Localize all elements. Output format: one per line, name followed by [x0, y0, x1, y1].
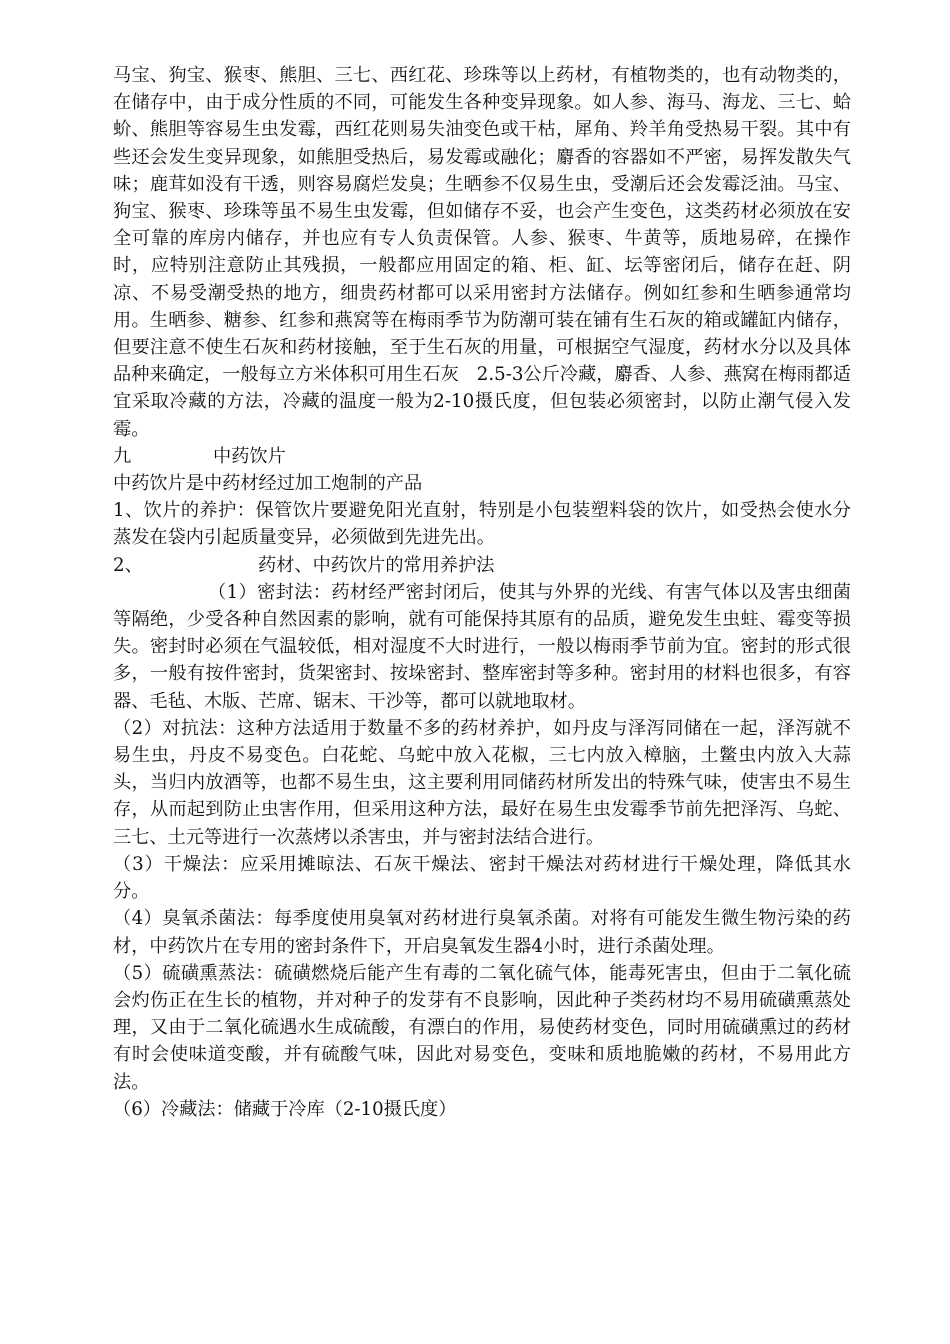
method-3-drying: （3）干燥法：应采用摊晾法、石灰干燥法、密封干燥法对药材进行干燥处理，降低其水分。: [113, 853, 851, 903]
intro-paragraph-tail: 2.5-3公斤冷藏，麝香、人参、燕窝在梅雨都适宜采取冷藏的方法，冷藏的温度一般为2-10摄氏度，但包装必须密封，以防止潮气侵入发霉。: [113, 364, 851, 440]
method-5-sulfur-fumigation: （5）硫磺熏蒸法：硫磺燃烧后能产生有毒的二氧化硫气体，能毒死害虫，但由于二氧化硫会灼伤正在生长的植物，并对种子的发芽有不良影响，因此种子类药材均不易用硫磺熏蒸处理，又由于二氧化硫遇水生成硫酸，有漂白的作用，易使药材变色，同时用硫磺熏过的药材有时会使味道变酸，并有硫酸气味，因此对易变色，变味和质地脆嫩的药材，不易用此方法。: [113, 962, 851, 1093]
item-1: 1、饮片的养护：保管饮片要避免阳光直射，特别是小包装塑料袋的饮片，如受热会使水分蒸发在袋内引起质量变异，必须做到先进先出。: [113, 500, 851, 549]
item-2-number: 2、: [113, 554, 143, 576]
document-page: [113, 62, 851, 1123]
method-4-ozone: （4）臭氧杀菌法：每季度使用臭氧对药材进行臭氧杀菌。对将有可能发生微生物污染的药材，中药饮片在专用的密封条件下，开启臭氧发生器4小时，进行杀菌处理。: [113, 908, 851, 957]
section-title: 中药饮片: [213, 445, 286, 467]
intro-paragraph: [113, 62, 851, 443]
item-2-heading: [113, 552, 851, 579]
section-intro: 中药饮片是中药材经过加工炮制的产品: [113, 473, 423, 495]
method-1-sealing: （1）密封法：药材经严密封闭后，使其与外界的光线、有害气体以及害虫细菌等隔绝，少受各种自然因素的影响，就有可能保持其原有的品质，避免发生虫蛀、霉变等损失。密封时必须在气温较低，相对湿度不大时进行，一般以梅雨季节前为宜。密封的形式很多，一般有按件密封，货架密封、按垛密封、整库密封等多种。密封用的材料也很多，有容器、毛毡、木版、芒席、锯末、干沙等，都可以就地取材。: [113, 581, 851, 712]
method-6-cold-storage: （6）冷藏法：储藏于冷库（2-10摄氏度）: [113, 1098, 457, 1120]
section-number: 九: [113, 445, 132, 467]
intro-paragraph-body: 马宝、狗宝、猴枣、熊胆、三七、西红花、珍珠等以上药材，有植物类的，也有动物类的，在储存中，由于成分性质的不同，可能发生各种变异现象。如人参、海马、海龙、三七、蛤蚧、熊胆等容易生虫发霉，西红花则易失油变色或干枯，犀角、羚羊角受热易干裂。其中有些还会发生变异现象，如熊胆受热后，易发霉或融化；麝香的容器如不严密，易挥发散失气味；鹿茸如没有干透，则容易腐烂发臭；生晒参不仅易生虫，受潮后还会发霉泛油。马宝、狗宝、猴枣、珍珠等虽不易生虫发霉，但如储存不妥，也会产生变色，这类药材必须放在安全可靠的库房内储存，并也应有专人负责保管。人参、猴枣、牛黄等，质地易碎，在操作时，应特别注意防止其残损，一般都应用固定的箱、柜、缸、坛等密闭后，储存在赶、阴凉、不易受潮受热的地方，细贵药材都可以采用密封方法储存。例如红参和生晒参通常均用。生晒参、糖参、红参和燕窝等在梅雨季节为防潮可装在铺有生石灰的箱或罐缸内储存，但要注意不使生石灰和药材接触，至于生石灰的用量，可根据空气湿度，药材水分以及具体品种来确定，一般每立方米体积可用生石灰: [113, 65, 851, 386]
section-heading: [113, 443, 851, 470]
method-2-counteraction: （2）对抗法：这种方法适用于数量不多的药材养护，如丹皮与泽泻同储在一起，泽泻就不易生虫，丹皮不易变色。白花蛇、乌蛇中放入花椒，三七内放入樟脑，土鳖虫内放入大蒜头，当归内放酒等，也都不易生虫，这主要利用同储药材所发出的特殊气味，使害虫不易生存，从而起到防止虫害作用，但采用这种方法，最好在易生虫发霉季节前先把泽泻、乌蛇、三七、土元等进行一次蒸烤以杀害虫，并与密封法结合进行。: [113, 717, 851, 848]
item-2-title: 药材、中药饮片的常用养护法: [258, 554, 495, 576]
